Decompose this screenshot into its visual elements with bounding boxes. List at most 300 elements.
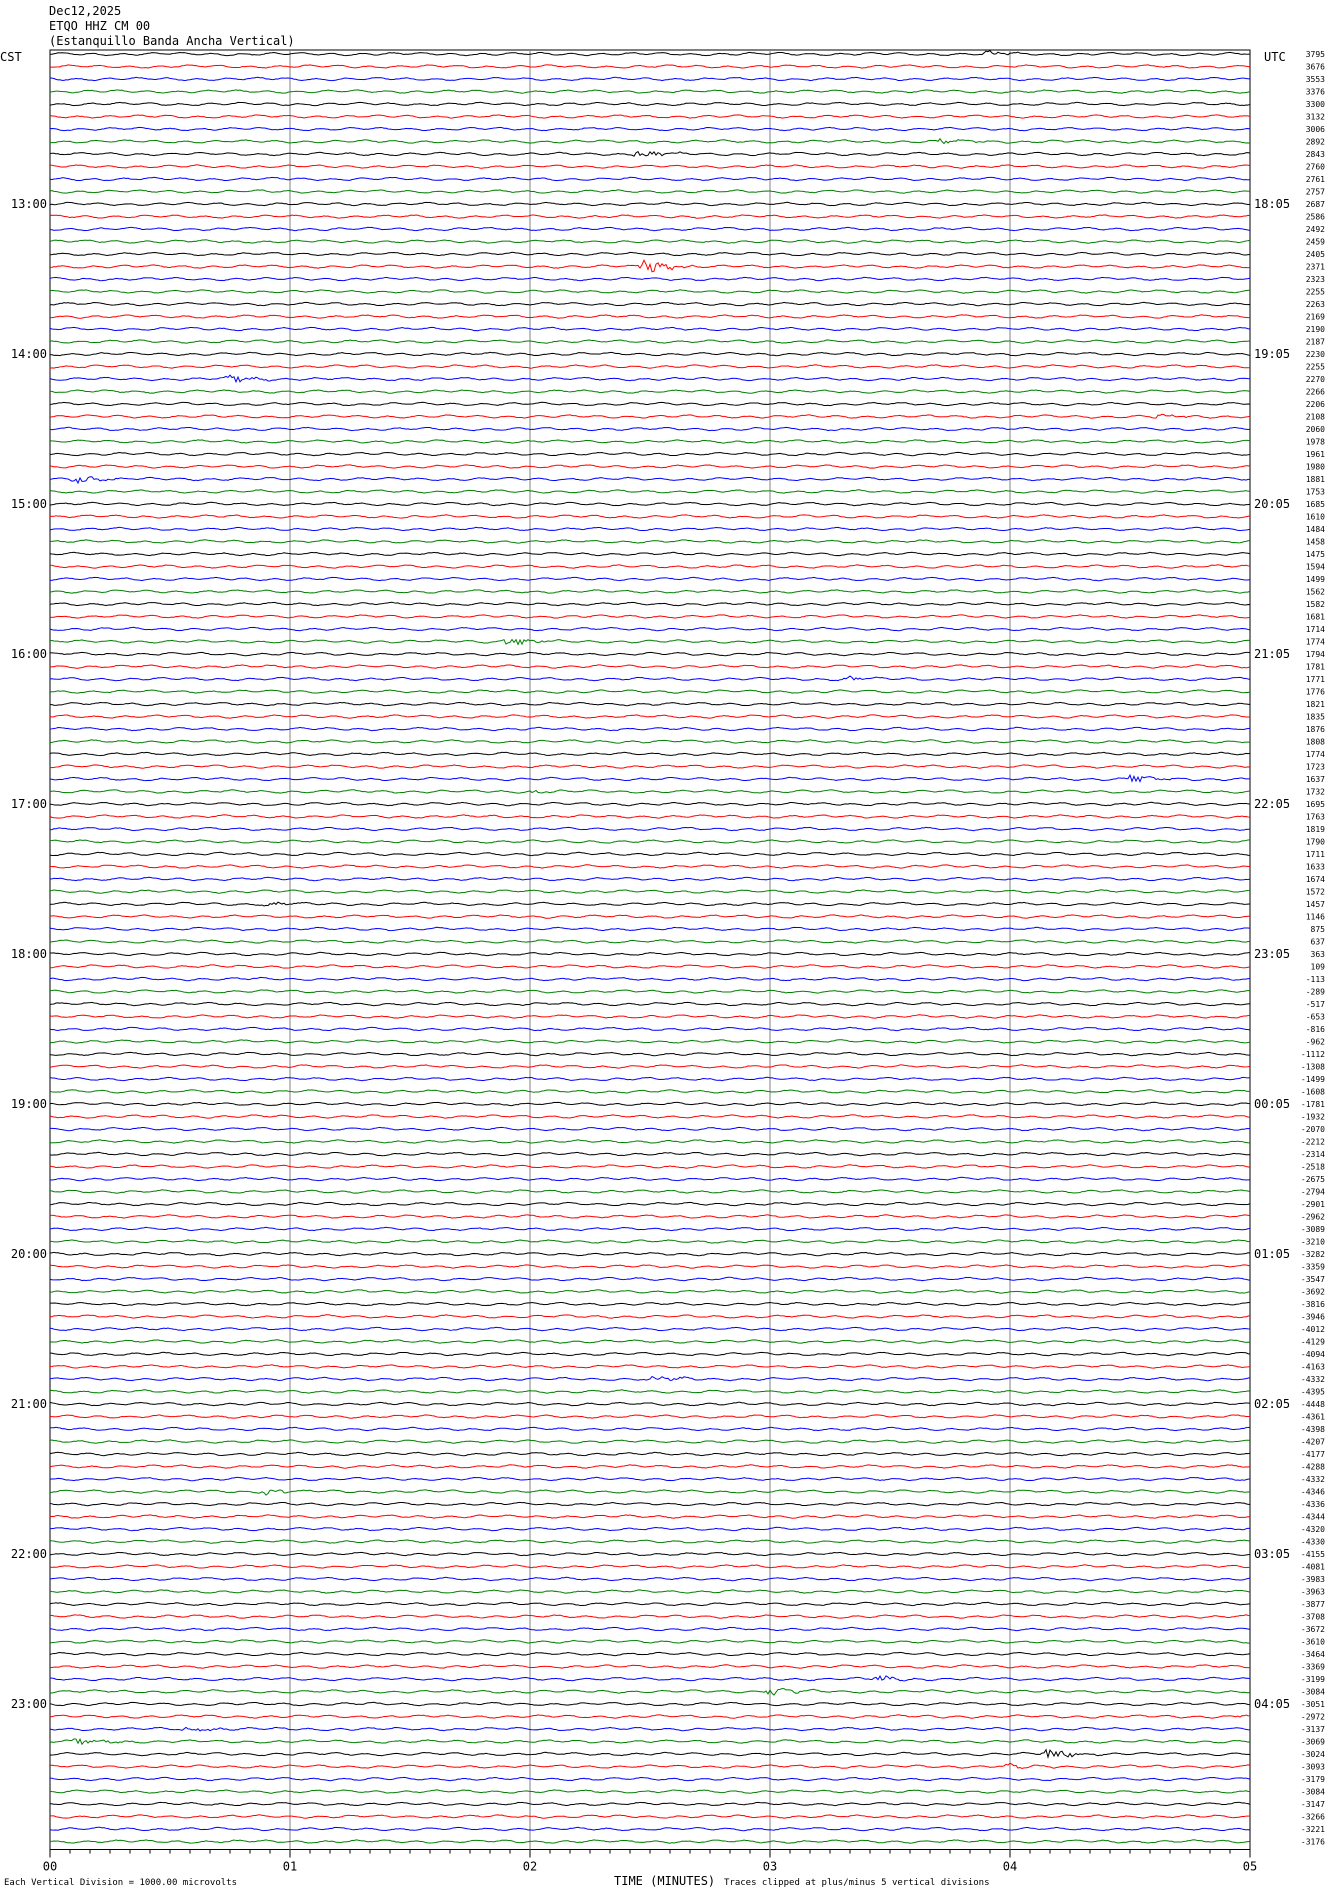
trace-offset-label: -1499 xyxy=(1300,1075,1325,1084)
x-tick-label: 03 xyxy=(762,1859,778,1874)
trace-line xyxy=(50,1252,1250,1255)
trace-line xyxy=(50,1750,1250,1757)
trace-line xyxy=(50,139,1250,144)
trace-offset-label: 2586 xyxy=(1305,212,1325,222)
trace-line xyxy=(50,527,1250,530)
trace-offset-label: 637 xyxy=(1310,937,1325,947)
trace-line xyxy=(50,865,1250,868)
trace-line xyxy=(50,627,1250,630)
trace-offset-label: -4129 xyxy=(1300,1337,1325,1347)
trace-offset-label: 1695 xyxy=(1305,800,1325,809)
trace-offset-label: 1808 xyxy=(1305,737,1325,747)
trace-offset-label: -4081 xyxy=(1300,1562,1325,1572)
trace-offset-label: 2323 xyxy=(1305,275,1325,284)
trace-offset-label: -3024 xyxy=(1300,1750,1325,1759)
trace-line xyxy=(50,1227,1250,1230)
trace-offset-label: 1499 xyxy=(1305,575,1325,584)
trace-offset-label: 1794 xyxy=(1305,650,1325,659)
trace-offset-label: -3089 xyxy=(1300,1225,1325,1234)
right-hour-label: 19:05 xyxy=(1254,347,1291,361)
trace-line xyxy=(50,852,1250,855)
trace-offset-label: 2761 xyxy=(1305,175,1325,184)
x-tick-label: 05 xyxy=(1242,1859,1258,1874)
trace-offset-label: -4288 xyxy=(1300,1462,1325,1472)
trace-line xyxy=(50,590,1250,594)
trace-offset-label: 2371 xyxy=(1305,262,1325,272)
trace-line xyxy=(50,815,1250,818)
trace-line xyxy=(50,1715,1250,1718)
trace-offset-label: -3084 xyxy=(1300,1787,1325,1797)
trace-line xyxy=(50,1652,1250,1655)
trace-offset-label: 1753 xyxy=(1305,487,1325,497)
trace-line xyxy=(50,1790,1250,1793)
trace-line xyxy=(50,1777,1250,1780)
trace-line xyxy=(50,1540,1250,1543)
trace-offset-label: -4336 xyxy=(1300,1500,1325,1509)
trace-line xyxy=(50,765,1250,768)
right-hour-label: 01:05 xyxy=(1254,1247,1291,1261)
left-timezone-label: CST xyxy=(0,50,22,64)
trace-line xyxy=(50,827,1250,830)
trace-offset-label: -2972 xyxy=(1300,1712,1325,1722)
trace-line xyxy=(50,190,1250,193)
trace-line xyxy=(50,51,1250,56)
trace-offset-label: -4012 xyxy=(1300,1325,1325,1334)
trace-line xyxy=(50,414,1250,418)
trace-offset-label: 2892 xyxy=(1305,137,1325,147)
trace-offset-label: 3553 xyxy=(1305,75,1325,84)
trace-offset-label: -2901 xyxy=(1300,1200,1325,1209)
trace-offset-label: -2070 xyxy=(1300,1125,1325,1134)
trace-line xyxy=(50,427,1250,430)
trace-line xyxy=(50,640,1250,645)
right-timezone-label: UTC xyxy=(1264,50,1286,64)
trace-offset-label: -3816 xyxy=(1300,1300,1325,1309)
trace-offset-label: 2263 xyxy=(1305,300,1325,309)
trace-offset-label: -4332 xyxy=(1300,1375,1325,1384)
trace-offset-label: 2843 xyxy=(1305,150,1325,159)
trace-offset-label: -517 xyxy=(1305,1000,1325,1009)
trace-line xyxy=(50,1277,1250,1280)
trace-offset-label: -4094 xyxy=(1300,1350,1325,1359)
trace-line xyxy=(50,1315,1250,1318)
left-hour-label: 19:00 xyxy=(10,1097,47,1111)
trace-offset-label: 1711 xyxy=(1305,850,1325,859)
trace-line xyxy=(50,702,1250,705)
trace-line xyxy=(50,1815,1250,1818)
trace-offset-label: 3676 xyxy=(1305,62,1325,72)
trace-line xyxy=(50,1527,1250,1530)
trace-line xyxy=(50,940,1250,943)
trace-offset-label: -289 xyxy=(1305,987,1325,997)
trace-line xyxy=(50,727,1250,730)
trace-line xyxy=(50,1577,1250,1580)
trace-line xyxy=(50,1365,1250,1368)
trace-offset-label: 1723 xyxy=(1305,762,1325,772)
trace-line xyxy=(50,1065,1250,1068)
trace-line xyxy=(50,752,1250,755)
trace-offset-label: 3300 xyxy=(1305,100,1325,109)
right-hour-label: 21:05 xyxy=(1254,647,1291,661)
trace-offset-label: 2255 xyxy=(1305,287,1325,297)
trace-offset-label: -3963 xyxy=(1300,1587,1325,1597)
trace-line xyxy=(50,927,1250,930)
plot-date: Dec12,2025 xyxy=(49,4,122,18)
trace-line xyxy=(50,77,1250,80)
trace-offset-label: 1790 xyxy=(1305,837,1325,847)
trace-offset-label: -4395 xyxy=(1300,1387,1325,1397)
trace-line xyxy=(50,102,1250,105)
trace-offset-label: -3672 xyxy=(1300,1625,1325,1634)
trace-offset-label: 1475 xyxy=(1305,550,1325,559)
trace-line xyxy=(50,165,1250,168)
trace-line xyxy=(50,1340,1250,1343)
trace-line xyxy=(50,1602,1250,1605)
trace-offset-label: -3692 xyxy=(1300,1287,1325,1297)
trace-line xyxy=(50,1502,1250,1505)
trace-line xyxy=(50,1465,1250,1468)
trace-line xyxy=(50,1739,1250,1744)
trace-offset-label: -1781 xyxy=(1300,1100,1325,1109)
trace-line xyxy=(50,215,1250,218)
trace-offset-label: 1458 xyxy=(1305,537,1325,547)
trace-offset-label: -3547 xyxy=(1300,1275,1325,1284)
trace-line xyxy=(50,1415,1250,1418)
left-hour-label: 18:00 xyxy=(10,947,47,961)
trace-offset-label: -3084 xyxy=(1300,1687,1325,1697)
trace-offset-label: -4448 xyxy=(1300,1400,1325,1409)
trace-offset-label: 2108 xyxy=(1305,412,1325,422)
trace-offset-label: -2794 xyxy=(1300,1187,1325,1197)
x-tick-label: 00 xyxy=(42,1859,58,1874)
trace-offset-label: 1732 xyxy=(1305,787,1325,797)
left-hour-label: 23:00 xyxy=(10,1697,47,1711)
trace-line xyxy=(50,1002,1250,1005)
right-hour-label: 02:05 xyxy=(1254,1397,1291,1411)
trace-line xyxy=(50,365,1250,368)
trace-line xyxy=(50,227,1250,230)
trace-offset-label: 2187 xyxy=(1305,337,1325,347)
trace-offset-label: 1633 xyxy=(1305,862,1325,872)
trace-offset-label: -3610 xyxy=(1300,1637,1325,1647)
trace-offset-label: -3946 xyxy=(1300,1312,1325,1322)
trace-offset-label: -3147 xyxy=(1300,1800,1325,1809)
trace-offset-label: -1608 xyxy=(1300,1087,1325,1097)
trace-offset-label: 1674 xyxy=(1305,875,1325,884)
trace-line xyxy=(50,977,1250,980)
trace-offset-label: 109 xyxy=(1310,962,1325,972)
right-hour-label: 00:05 xyxy=(1254,1097,1291,1111)
x-tick-label: 04 xyxy=(1002,1859,1018,1874)
trace-offset-label: -4332 xyxy=(1300,1475,1325,1484)
trace-offset-label: 1594 xyxy=(1305,562,1325,572)
trace-offset-label: 1881 xyxy=(1305,475,1325,484)
trace-offset-label: 3006 xyxy=(1305,125,1325,134)
trace-offset-label: -3093 xyxy=(1300,1762,1325,1772)
left-hour-label: 20:00 xyxy=(10,1247,47,1261)
trace-offset-label: -3199 xyxy=(1300,1675,1325,1684)
trace-line xyxy=(50,1665,1250,1668)
trace-offset-label: -4346 xyxy=(1300,1487,1325,1497)
trace-offset-label: 1637 xyxy=(1305,775,1325,784)
trace-offset-label: -3176 xyxy=(1300,1837,1325,1847)
trace-line xyxy=(50,1702,1250,1705)
trace-offset-label: 3132 xyxy=(1305,112,1325,122)
right-hour-label: 04:05 xyxy=(1254,1697,1291,1711)
trace-line xyxy=(50,452,1250,455)
trace-line xyxy=(50,1402,1250,1405)
trace-line xyxy=(50,1827,1250,1830)
trace-offset-label: -4177 xyxy=(1300,1450,1325,1459)
trace-line xyxy=(50,1590,1250,1593)
left-hour-label: 22:00 xyxy=(10,1547,47,1561)
trace-offset-label: 1763 xyxy=(1305,812,1325,822)
trace-line xyxy=(50,315,1250,318)
trace-line xyxy=(50,1763,1250,1768)
trace-line xyxy=(50,877,1250,880)
left-hour-label: 17:00 xyxy=(10,797,47,811)
trace-offset-label: -4398 xyxy=(1300,1425,1325,1434)
trace-line xyxy=(50,802,1250,805)
trace-line xyxy=(50,375,1250,382)
left-hour-label: 14:00 xyxy=(10,347,47,361)
trace-line xyxy=(50,1090,1250,1093)
trace-offset-label: -3464 xyxy=(1300,1650,1325,1659)
trace-line xyxy=(50,1040,1250,1043)
trace-offset-label: 1876 xyxy=(1305,725,1325,734)
trace-line xyxy=(50,290,1250,293)
trace-offset-label: 1610 xyxy=(1305,512,1325,522)
trace-offset-label: 2266 xyxy=(1305,387,1325,397)
trace-offset-label: 2255 xyxy=(1305,362,1325,372)
trace-line xyxy=(50,690,1250,693)
x-tick-label: 01 xyxy=(282,1859,298,1874)
trace-offset-label: -3369 xyxy=(1300,1662,1325,1672)
trace-offset-label: 2757 xyxy=(1305,187,1325,197)
trace-line xyxy=(50,127,1250,130)
trace-line xyxy=(50,340,1250,343)
trace-offset-label: -4344 xyxy=(1300,1512,1325,1522)
trace-offset-label: -962 xyxy=(1305,1037,1325,1047)
trace-line xyxy=(50,965,1250,968)
trace-line xyxy=(50,202,1250,205)
right-hour-label: 23:05 xyxy=(1254,947,1291,961)
trace-offset-label: 1961 xyxy=(1305,450,1325,459)
trace-offset-label: 1685 xyxy=(1305,500,1325,509)
trace-offset-label: 1781 xyxy=(1305,662,1325,672)
trace-line xyxy=(50,577,1250,581)
trace-line xyxy=(50,1165,1250,1169)
trace-line xyxy=(50,402,1250,405)
trace-offset-label: 1835 xyxy=(1305,712,1325,722)
trace-offset-label: 1457 xyxy=(1305,900,1325,909)
trace-line xyxy=(50,440,1250,443)
trace-offset-label: 1484 xyxy=(1305,525,1325,534)
trace-line xyxy=(50,552,1250,556)
trace-line xyxy=(50,1390,1250,1393)
trace-line xyxy=(50,1290,1250,1293)
trace-offset-label: 2230 xyxy=(1305,350,1325,359)
plot-frame xyxy=(50,50,1250,1850)
trace-offset-label: -3359 xyxy=(1300,1262,1325,1272)
trace-offset-label: 1978 xyxy=(1305,437,1325,447)
station-name: (Estanquillo Banda Ancha Vertical) xyxy=(49,34,295,48)
trace-offset-label: -3221 xyxy=(1300,1825,1325,1834)
trace-line xyxy=(50,1490,1250,1495)
trace-line xyxy=(50,1689,1250,1695)
trace-line xyxy=(50,565,1250,568)
trace-line xyxy=(50,1615,1250,1618)
trace-line xyxy=(50,1052,1250,1055)
scale-note: Each Vertical Division = 1000.00 microvolts xyxy=(4,1878,237,1888)
trace-offset-label: -2675 xyxy=(1300,1175,1325,1184)
trace-line xyxy=(50,240,1250,243)
trace-offset-label: 1572 xyxy=(1305,887,1325,897)
trace-line xyxy=(50,1676,1250,1681)
trace-offset-label: -1112 xyxy=(1300,1050,1325,1059)
trace-line xyxy=(50,890,1250,893)
trace-offset-label: 2270 xyxy=(1305,375,1325,384)
trace-line xyxy=(50,1140,1250,1143)
trace-offset-label: -3179 xyxy=(1300,1775,1325,1784)
trace-offset-label: 1774 xyxy=(1305,637,1325,647)
right-hour-label: 03:05 xyxy=(1254,1547,1291,1561)
trace-offset-label: 1681 xyxy=(1305,612,1325,622)
trace-line xyxy=(50,152,1250,157)
trace-line xyxy=(50,1440,1250,1443)
right-hour-label: 18:05 xyxy=(1254,197,1291,211)
trace-line xyxy=(50,602,1250,605)
trace-line xyxy=(50,1627,1250,1630)
left-hour-label: 16:00 xyxy=(10,647,47,661)
trace-line xyxy=(50,277,1250,280)
trace-line xyxy=(50,1477,1250,1481)
trace-line xyxy=(50,1727,1250,1731)
trace-line xyxy=(50,1376,1250,1380)
trace-line xyxy=(50,840,1250,843)
trace-line xyxy=(50,615,1250,618)
left-hour-label: 13:00 xyxy=(10,197,47,211)
trace-line xyxy=(50,1352,1250,1355)
trace-offset-label: -1932 xyxy=(1300,1112,1325,1122)
trace-line xyxy=(50,1452,1250,1455)
trace-offset-label: 1774 xyxy=(1305,750,1325,759)
trace-line xyxy=(50,465,1250,468)
trace-offset-label: -3266 xyxy=(1300,1812,1325,1822)
trace-offset-label: 1714 xyxy=(1305,625,1325,634)
trace-line xyxy=(50,1115,1250,1118)
clip-note: Traces clipped at plus/minus 5 vertical divisions xyxy=(724,1878,990,1888)
trace-offset-label: -3069 xyxy=(1300,1737,1325,1747)
trace-offset-label: -2212 xyxy=(1300,1137,1325,1147)
trace-line xyxy=(50,1640,1250,1643)
trace-line xyxy=(50,65,1250,68)
trace-line xyxy=(50,665,1250,669)
trace-offset-label: -3137 xyxy=(1300,1725,1325,1734)
left-hour-label: 15:00 xyxy=(10,497,47,511)
trace-offset-label: 2405 xyxy=(1305,250,1325,259)
trace-line xyxy=(50,1127,1250,1130)
trace-offset-label: -2518 xyxy=(1300,1162,1325,1172)
trace-offset-label: 1776 xyxy=(1305,687,1325,697)
trace-line xyxy=(50,740,1250,743)
trace-offset-label: -3051 xyxy=(1300,1700,1325,1709)
trace-offset-label: -653 xyxy=(1305,1012,1325,1022)
trace-offset-label: 2190 xyxy=(1305,325,1325,334)
trace-offset-label: -2962 xyxy=(1300,1212,1325,1222)
trace-line xyxy=(50,1015,1250,1018)
trace-offset-label: 3376 xyxy=(1305,87,1325,97)
trace-line xyxy=(50,302,1250,305)
trace-line xyxy=(50,252,1250,255)
trace-offset-label: -3282 xyxy=(1300,1250,1325,1259)
trace-offset-label: 875 xyxy=(1310,925,1325,934)
trace-line xyxy=(50,1077,1250,1080)
trace-offset-label: 1582 xyxy=(1305,600,1325,609)
trace-offset-label: -816 xyxy=(1305,1025,1325,1034)
trace-offset-label: -3877 xyxy=(1300,1600,1325,1609)
trace-line xyxy=(50,177,1250,180)
trace-line xyxy=(50,515,1250,518)
trace-line xyxy=(50,260,1250,271)
trace-line xyxy=(50,652,1250,655)
trace-line xyxy=(50,352,1250,355)
trace-line xyxy=(50,1840,1250,1843)
trace-offset-label: 1562 xyxy=(1305,587,1325,597)
trace-offset-label: -3983 xyxy=(1300,1575,1325,1584)
trace-line xyxy=(50,1027,1250,1030)
trace-line xyxy=(50,1240,1250,1243)
trace-offset-label: -4163 xyxy=(1300,1362,1325,1372)
trace-line xyxy=(50,775,1250,782)
trace-offset-label: -4330 xyxy=(1300,1537,1325,1547)
x-tick-label: 02 xyxy=(522,1859,538,1874)
trace-line xyxy=(50,915,1250,918)
trace-line xyxy=(50,1102,1250,1105)
trace-offset-label: 2206 xyxy=(1305,400,1325,409)
trace-offset-label: 2169 xyxy=(1305,312,1325,322)
trace-offset-label: 2687 xyxy=(1305,200,1325,209)
trace-line xyxy=(50,540,1250,543)
trace-offset-label: 2060 xyxy=(1305,425,1325,434)
trace-line xyxy=(50,1152,1250,1155)
trace-offset-label: -113 xyxy=(1305,975,1325,984)
trace-line xyxy=(50,90,1250,93)
trace-offset-label: 2492 xyxy=(1305,225,1325,234)
trace-line xyxy=(50,327,1250,330)
trace-offset-label: -4155 xyxy=(1300,1550,1325,1559)
trace-offset-label: -1308 xyxy=(1300,1062,1325,1072)
trace-line xyxy=(50,115,1250,118)
trace-line xyxy=(50,477,1250,483)
trace-line xyxy=(50,990,1250,993)
trace-line xyxy=(50,1302,1250,1305)
trace-offset-label: 1771 xyxy=(1305,675,1325,684)
trace-offset-label: -4361 xyxy=(1300,1412,1325,1422)
trace-line xyxy=(50,1265,1250,1268)
x-axis-title: TIME (MINUTES) xyxy=(614,1874,716,1888)
station-code: ETQO HHZ CM 00 xyxy=(49,19,151,33)
trace-offset-label: 2760 xyxy=(1305,162,1325,172)
trace-line xyxy=(50,1565,1250,1568)
trace-line xyxy=(50,1215,1250,1218)
trace-offset-label: -3708 xyxy=(1300,1612,1325,1622)
trace-offset-label: 1980 xyxy=(1305,462,1325,472)
trace-line xyxy=(50,1802,1250,1805)
trace-line xyxy=(50,902,1250,906)
trace-line xyxy=(50,952,1250,955)
trace-line xyxy=(50,1552,1250,1555)
